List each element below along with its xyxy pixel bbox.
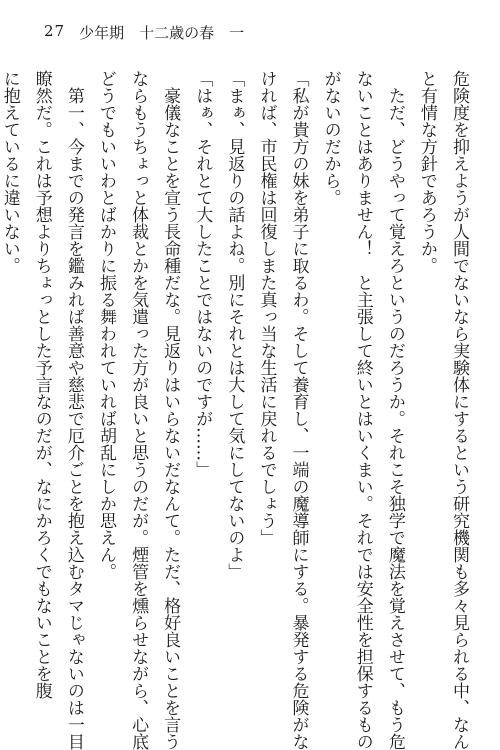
vertical-body-text [0, 70, 472, 750]
running-header [44, 22, 244, 43]
text-line: ならもうちょっと体裁とかを気遣った方が良いと思うのだが。煙管を燻らせながら、心底 [128, 70, 149, 750]
text-line: がないのだから。 [320, 70, 341, 206]
text-line: 「私が貴方の妹を弟子に取るわ。そして養育し、一端の魔導師にする。暴発する危険がな [288, 70, 309, 750]
text-line: ければ、市民権は回復しまた真っ当な生活に戻れるでしょう」 [256, 70, 277, 546]
text-line: 豪儀なことを宣う長命種だな。見返りはいらないだなんて。ただ、格好良いことを言う [160, 70, 181, 750]
chapter-title: 少年期 十二歳の春 一 [79, 24, 245, 42]
text-line: 「まぁ、見返りの話よね。別にそれとは大して気にしてないのよ」 [224, 70, 245, 580]
text-line: ただ、どうやって覚えろというのだろうか。それこそ独学で魔法を覚えさせて、もう危 [384, 70, 405, 750]
text-line: どうでもいいわとばかりに振る舞われていれば胡乱にしか思えん。 [95, 70, 116, 580]
text-line: 「はぁ、それとて大したことではないのですが……」 [192, 70, 213, 478]
text-line: 瞭然だ。これは予想よりちょっとした予言なのだが、なにかろくでもないことを腹 [31, 70, 52, 699]
text-line: ないことはありません！ と主張して終いとはいくまい。それでは安全性を担保するもの [352, 70, 373, 750]
text-line: 危険度を抑えようが人間でないなら実験体にするという研究機関も多々見られる中、なん [449, 70, 469, 750]
text-line: に抱えているに違いない。 [0, 70, 20, 274]
page-number: 27 [44, 22, 66, 40]
text-line: と有情な方針であろうか。 [416, 70, 437, 274]
text-line: 第一、今までの発言を鑑みれば善意や慈悲で厄介ごとを抱え込むタマじゃないのは一目 [63, 70, 84, 750]
